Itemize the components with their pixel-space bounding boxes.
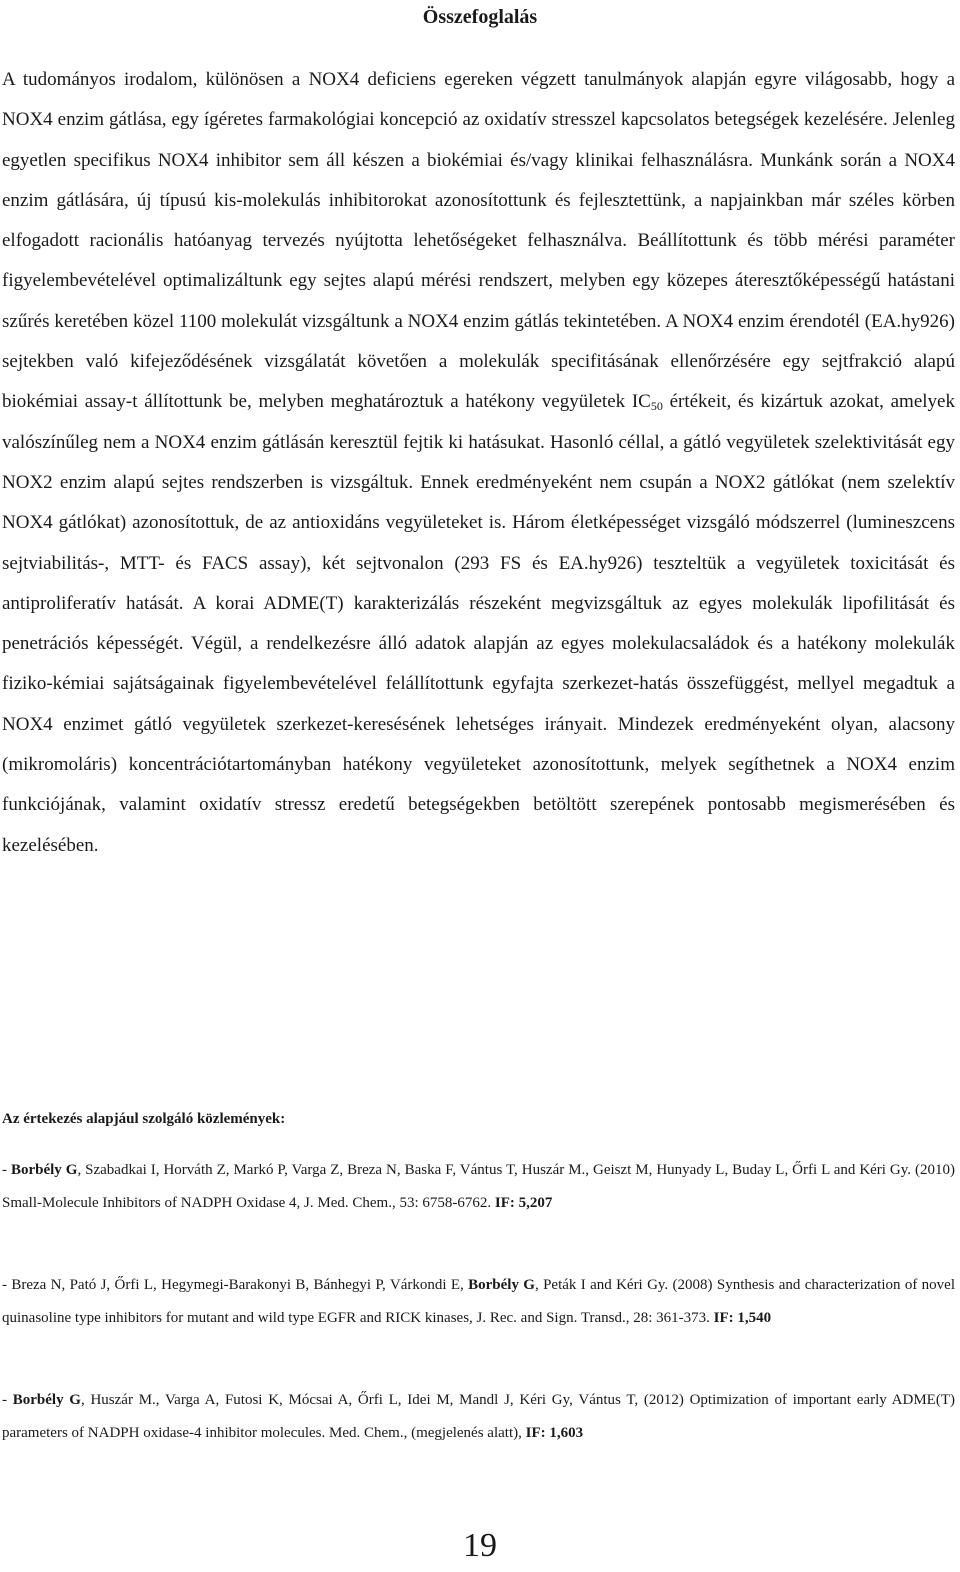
ref-author-highlight: Borbély G (468, 1277, 535, 1293)
ref-body: , Peták I and Kéri Gy. (2008) Synthesis and characterization of novel quinasoline type inhibitors for mutant and wild type EGFR and RICK kinases, J. Rec. and Sign. Transd., 28: 361-373. (2, 1277, 955, 1326)
abstract-paragraph (2, 60, 955, 866)
ic50-subscript: 50 (650, 399, 663, 414)
publication-reference-2 (2, 1269, 955, 1334)
ref-prefix: - Breza N, Pató J, Őrfi L, Hegymegi-Barakonyi B, Bánhegyi P, Várkondi E, (2, 1277, 469, 1293)
abstract-text-part-1: A tudományos irodalom, különösen a NOX4 deficiens egereken végzett tanulmányok alapján egyre világosabb, hogy a NOX4 enzim gátlása, egy ígéretes farmakológiai koncepció az oxidatív stresszel kapcsolatos betegségek kezelésére. Jelenleg egyetlen specifikus NOX4 inhibitor sem áll készen a biokémiai és/vagy klinikai felhasználásra. Munkánk során a NOX4 enzim gátlására, új típusú kis-molekulás inhibitorokat azonosítottunk és fejlesztettünk, a napjainkban már széles körben elfogadott racionális hatóanyag tervezés nyújtotta lehetőségeket felhasználva. Beállítottunk és több mérési paraméter figyelembevételével optimalizáltunk egy sejtes alapú mérési rendszert, melyben egy közepes áteresztőképességű hatástani szűrés keretében közel 1100 molekulát vizsgáltunk a NOX4 enzim gátlás tekintetében. A NOX4 enzim érendotél (EA.hy926) sejtekben való kifejeződésének vizsgálatát követően a molekulák specifitásának ellenőrzésére egy sejtfrakció alapú biokémiai assay-t állítottunk be, melyben meghatároztuk a hatékony vegyületek IC (2, 69, 955, 413)
page-title: Összefoglalás (422, 6, 538, 28)
publication-reference-1 (2, 1154, 955, 1219)
ref-prefix: - (2, 1392, 13, 1408)
ref-author-highlight: Borbély G (12, 1392, 81, 1408)
page-number: 19 (463, 1527, 497, 1564)
publication-reference-3 (2, 1384, 955, 1449)
ref-prefix: - (2, 1162, 11, 1178)
abstract-text-part-2: értékeit, és kizártuk azokat, amelyek valószínűleg nem a NOX4 enzim gátlásán keresztül fejtik ki hatásukat. Hasonló céllal, a gátló vegyületek szelektivitását egy NOX2 enzim alapú sejtes rendszerben is vizsgáltuk. Ennek eredményeként nem csupán a NOX2 gátlókat (nem szelektív NOX4 gátlókat) azonosítottuk, de az antioxidáns vegyületeket is. Három életképességet vizsgáló módszerrel (lumineszcens sejtviabilitás-, MTT- és FACS assay), két sejtvonalon (293 FS és EA.hy926) teszteltük a vegyületek toxicitását és antiproliferatív hatását. A korai ADME(T) karakterizálás részeként megvizsgáltuk az egyes molekulák lipofilitását és penetrációs képességét. Végül, a rendelkezésre álló adatok alapján az egyes molekulacsaládok és a hatékony molekulák fiziko-kémiai sajátságainak figyelembevételével felállítottunk egyfajta szerkezet-hatás összefüggést, mellyel megadtuk a NOX4 enzimet gátló vegyületek szerkezet-keresésének lehetséges irányait. Mindezek eredményeként olyan, alacsony (mikromoláris) koncentrációtartományban hatékony vegyületeket azonosítottunk, melyek segíthetnek a NOX4 enzim funkciójának, valamint oxidatív stressz eredetű betegségekben betöltött szerepének pontosabb megismerésében és kezelésében. (2, 391, 955, 856)
ref-impact-factor: IF: 5,207 (494, 1194, 553, 1211)
ref-body: , Huszár M., Varga A, Futosi K, Mócsai A, Őrfi L, Idei M, Mandl J, Kéri Gy, Vántus T, (2012) Optimization of important early ADME(T) parameters of NADPH oxidase-4 inhibitor molecules. Med. Chem., (megjelenés alatt), (2, 1392, 955, 1441)
ref-impact-factor: IF: 1,540 (713, 1309, 772, 1326)
ref-body: , Szabadkai I, Horváth Z, Markó P, Varga Z, Breza N, Baska F, Vántus T, Huszár M., Geiszt M, Hunyady L, Buday L, Őrfi L and Kéri Gy. (2010) Small-Molecule Inhibitors of NADPH Oxidase 4, J. Med. Chem., 53: 6758-6762. (2, 1162, 955, 1211)
ref-impact-factor: IF: 1,603 (525, 1424, 584, 1441)
publications-heading: Az értekezés alapjául szolgáló közlemények: (2, 1111, 286, 1127)
ref-author-highlight: Borbély G (10, 1162, 78, 1178)
